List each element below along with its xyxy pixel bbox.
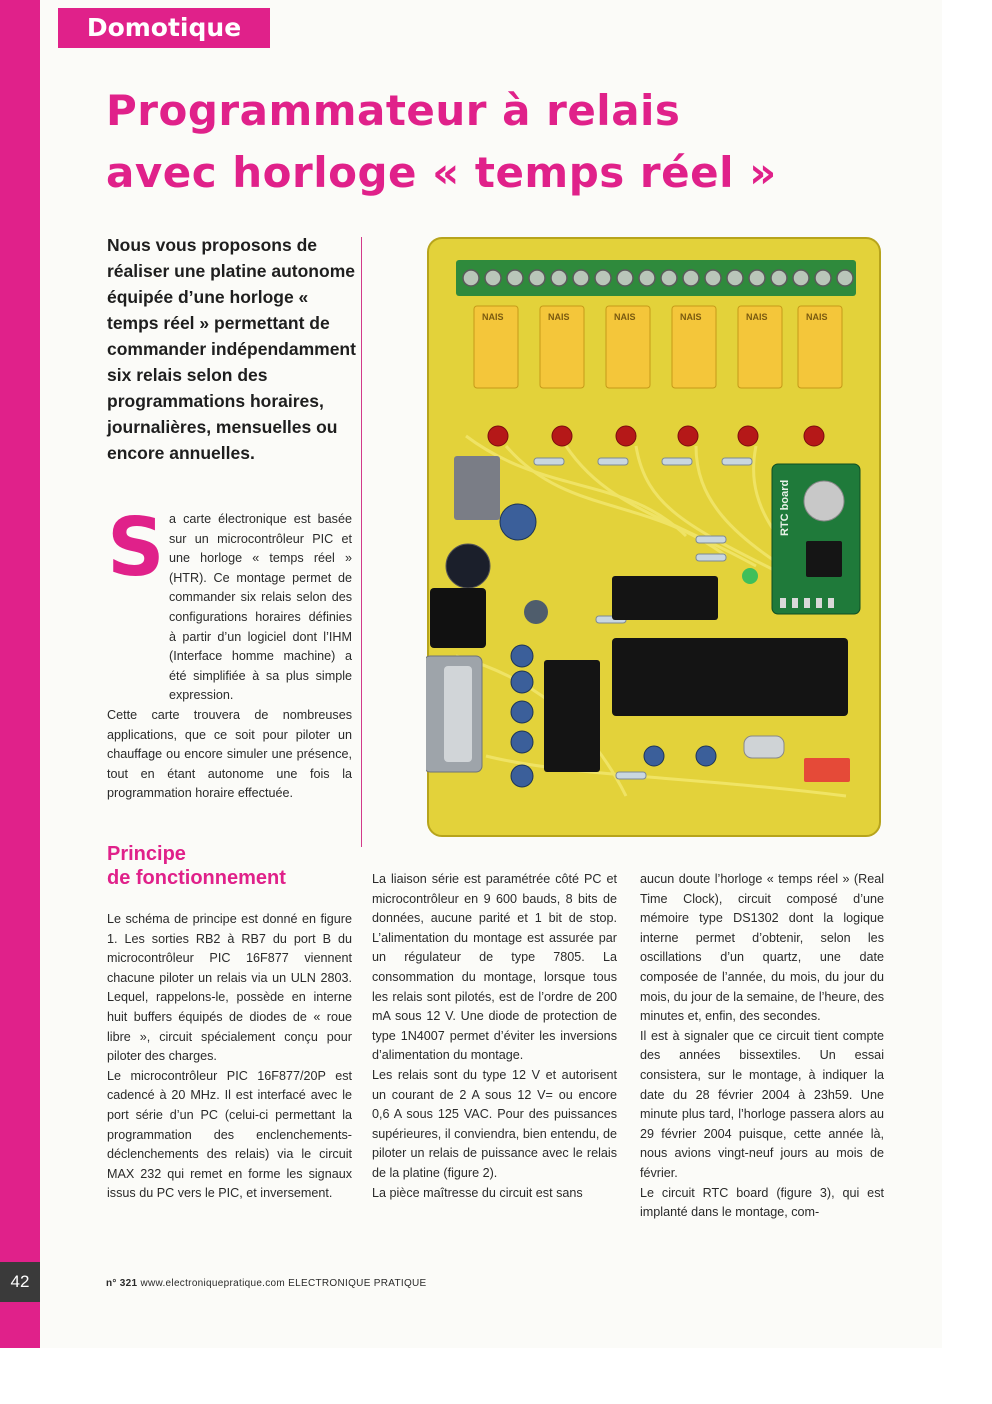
- intro-paragraph-1: a carte électronique est basée sur un microcontrôleur PIC et une horloge « temps réel » (HTR). Ce montage permet de commander six relais selon des configurations horaires définies à partir d’un logiciel dont l’IHM (Interface homme machine) a été simplifiée à sa plus simple expression.: [169, 512, 352, 703]
- text-column-3: [640, 870, 884, 1223]
- regulator: [454, 456, 500, 520]
- rtc-board-label: RTC board: [779, 479, 791, 536]
- scan-margin: [0, 1348, 992, 1404]
- text-column-2: [372, 870, 617, 1203]
- footer-magazine: ELECTRONIQUE PRATIQUE: [288, 1278, 427, 1289]
- drop-cap: S: [107, 501, 165, 594]
- intro-paragraph-2: Cette carte trouvera de nombreuses applications, que ce soit pour piloter un chauffage ou encore simuler une présence, tout en étant autonome une fois la programmation horaire effectuée.: [107, 707, 352, 801]
- column-2-paragraph-1: La liaison série est paramétrée côté PC et microcontrôleur en 9 600 bauds, 8 bits de données, aucune parité et 1 bit de stop. L’alimentation du montage est assurée par un régulateur de type 7805. La consommation du montage, lorsque tous les relais sont pilotés, est de l’ordre de 200 mA sous 12 V. Une diode de protection de type 1N4007 permet d’éviter les inversions d’alimentation du montage.: [372, 872, 617, 1063]
- relay-brand-label: NAIS: [482, 312, 504, 322]
- dc-jack: [430, 588, 486, 648]
- column-2-paragraph-2: Les relais sont du type 12 V et autorisent un courant de 2 A sous 12 V= ou encore 0,6 A sous 125 VAC. Pour des puissances supérieures, il conviendra, bien entendu, de piloter un relais de puissance avec le relais de la platine (figure 2).: [372, 1067, 617, 1180]
- relay-brand-label: NAIS: [806, 312, 828, 322]
- ic-uln2803: [612, 576, 718, 620]
- page-number: 42: [0, 1262, 40, 1302]
- page-color-strip: [0, 0, 40, 1348]
- title-line-2: avec horloge « temps réel »: [106, 148, 777, 197]
- column-3-paragraph-3: Le circuit RTC board (figure 3), qui est implanté dans le montage, com-: [640, 1185, 884, 1220]
- column-rule: [361, 237, 362, 847]
- relay-brand-label: NAIS: [746, 312, 768, 322]
- article-lead: Nous vous proposons de réaliser une platine autonome équipée d’une horloge « temps réel » permettant de commander indépendamment six relais selon des programmations horaires, journalières, mensuelles ou encore annuelles.: [107, 235, 356, 463]
- section-heading-line-1: Principe: [107, 843, 186, 865]
- section-heading-line-2: de fonctionnement: [107, 867, 286, 889]
- ic-pic16f877: [612, 638, 848, 716]
- footer-site: www.electroniquepratique.com: [140, 1278, 286, 1289]
- relay-brand-label: NAIS: [548, 312, 570, 322]
- column-3-paragraph-2: Il est à signaler que ce circuit tient compte des années bissextiles. Un essai consistera, sur le montage, à indiquer la date du 28 février 2004 à 23h59. Une minute plus tard, l’horloge passera alors au 29 février 2004 puisque, cette année là, nous avions vingt-neuf jours au mois de février.: [640, 1028, 884, 1180]
- section-heading: [107, 842, 357, 890]
- column-2-paragraph-3: La pièce maîtresse du circuit est sans: [372, 1185, 583, 1200]
- text-column-1: [107, 910, 352, 1204]
- title-line-1: Programmateur à relais: [106, 86, 681, 135]
- relay-brand-label: NAIS: [680, 312, 702, 322]
- column-3-paragraph-1: aucun doute l’horloge « temps réel » (Real Time Clock), circuit composé d’une mémoire type DS1302 dont la logique interne permet d’obtenir, selon les oscillations d’un quartz, une date composée de l’année, du mois, du jour du mois, du jour de la semaine, de l’heure, des minutes et, enfin, des secondes.: [640, 872, 884, 1024]
- section-tag: Domotique: [58, 8, 270, 48]
- page-footer: [106, 1278, 427, 1289]
- ic-max232: [544, 660, 600, 772]
- column-1-paragraph-2: Le microcontrôleur PIC 16F877/20P est cadencé à 20 MHz. Il est interfacé avec le port série d’un PC (celui-ci permettant la programmation des enclenchements-déclenchements des relais) via le circuit MAX 232 qui remet en forme les signaux issus du PC vers le PIC, et inversement.: [107, 1068, 352, 1201]
- column-1-paragraph-1: Le schéma de principe est donné en figure 1. Les sorties RB2 à RB7 du port B du microcontrôleur PIC 16F877 viennent chacune piloter un relais via un ULN 2803. Lequel, rappelons-le, possède en interne huit buffers équipés de diodes de « roue libre », circuit spécialement conçu pour piloter des charges.: [107, 912, 352, 1064]
- article-title: [106, 80, 906, 204]
- issue-number: n° 321: [106, 1278, 138, 1289]
- intro-text: [107, 501, 352, 804]
- pcb-photo: [426, 236, 882, 838]
- relay-brand-label: NAIS: [614, 312, 636, 322]
